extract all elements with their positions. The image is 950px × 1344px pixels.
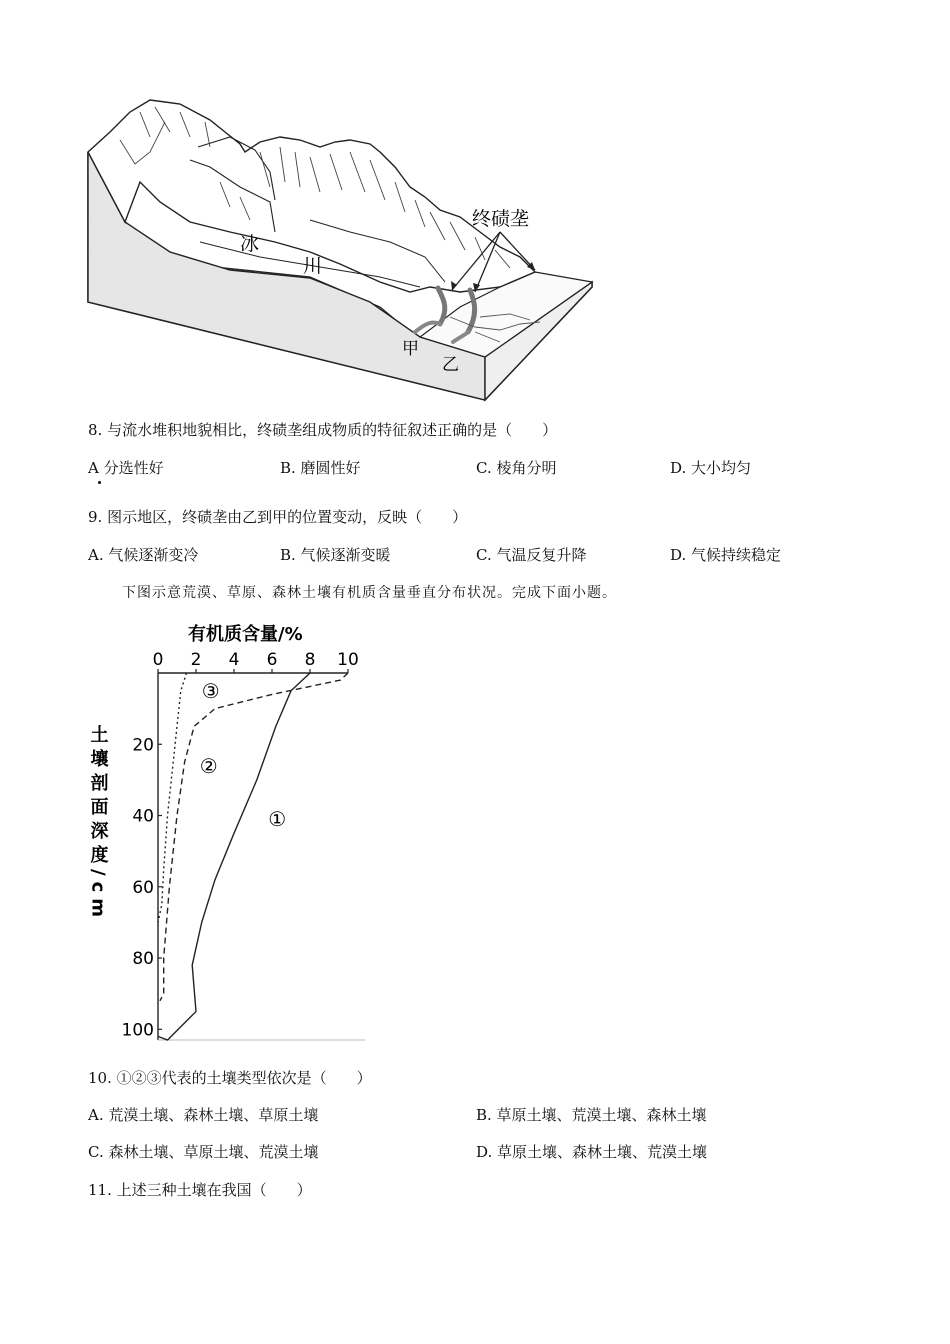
- moraine-label: 终碛垄: [472, 208, 530, 230]
- y-axis-label: 土壤剖面深度/cm: [87, 725, 109, 923]
- x-tick-label: 8: [304, 650, 316, 670]
- question-10-stem: 10. ①②③代表的土壤类型依次是（ ）: [88, 1069, 372, 1087]
- x-tick-label: 10: [337, 650, 359, 670]
- jia-label: 甲: [402, 339, 419, 359]
- glacier-label-2: 川: [303, 255, 323, 277]
- q9-option-c[interactable]: C. 气温反复升降: [476, 546, 587, 564]
- y-tick-label: 80: [132, 949, 154, 970]
- y-tick-label: 20: [132, 735, 154, 756]
- q9-option-a[interactable]: A. 气候逐渐变冷: [88, 546, 199, 564]
- series-label-1: ①: [268, 807, 287, 832]
- stray-dot: [98, 481, 101, 484]
- x-tick-label: 6: [266, 650, 278, 670]
- q8-option-a[interactable]: A 分选性好: [88, 459, 164, 477]
- soil-intro-text: 下图示意荒漠、草原、森林土壤有机质含量垂直分布状况。完成下面小题。: [122, 585, 617, 601]
- question-8-stem: 8. 与流水堆积地貌相比，终碛垄组成物质的特征叙述正确的是（ ）: [88, 421, 558, 439]
- y-tick-label: 60: [132, 877, 154, 898]
- q9-option-b[interactable]: B. 气候逐渐变暖: [280, 546, 391, 564]
- x-tick-label: 2: [190, 650, 202, 670]
- q8-option-d[interactable]: D. 大小均匀: [670, 459, 752, 477]
- q10-option-d[interactable]: D. 草原土壤、森林土壤、荒漠土壤: [476, 1143, 708, 1161]
- chart-title: 有机质含量/%: [188, 624, 303, 645]
- q10-option-b[interactable]: B. 草原土壤、荒漠土壤、森林土壤: [476, 1106, 707, 1124]
- x-tick-label: 0: [152, 650, 164, 670]
- series-label-2: ②: [199, 753, 218, 778]
- q9-option-d[interactable]: D. 气候持续稳定: [670, 546, 782, 564]
- q10-option-c[interactable]: C. 森林土壤、草原土壤、荒漠土壤: [88, 1143, 319, 1161]
- x-tick-label: 4: [228, 650, 240, 670]
- q8-option-c[interactable]: C. 棱角分明: [476, 459, 557, 477]
- q8-option-b[interactable]: B. 磨圆性好: [280, 459, 361, 477]
- yi-label: 乙: [442, 355, 459, 375]
- glacier-landform-figure: [80, 92, 610, 404]
- series-label-3: ③: [201, 678, 220, 703]
- y-tick-label: 100: [121, 1020, 154, 1041]
- series-line-2: [160, 673, 348, 1001]
- q10-option-a[interactable]: A. 荒漠土壤、森林土壤、草原土壤: [88, 1106, 319, 1124]
- glacier-label-1: 冰: [240, 233, 260, 255]
- y-tick-label: 40: [132, 806, 154, 827]
- question-9-stem: 9. 图示地区，终碛垄由乙到甲的位置变动，反映（ ）: [88, 508, 468, 526]
- series-line-1: [158, 673, 310, 1040]
- series-line-3: [158, 673, 187, 922]
- question-11-stem: 11. 上述三种土壤在我国（ ）: [88, 1181, 312, 1199]
- soil-organic-matter-chart: [80, 615, 380, 1050]
